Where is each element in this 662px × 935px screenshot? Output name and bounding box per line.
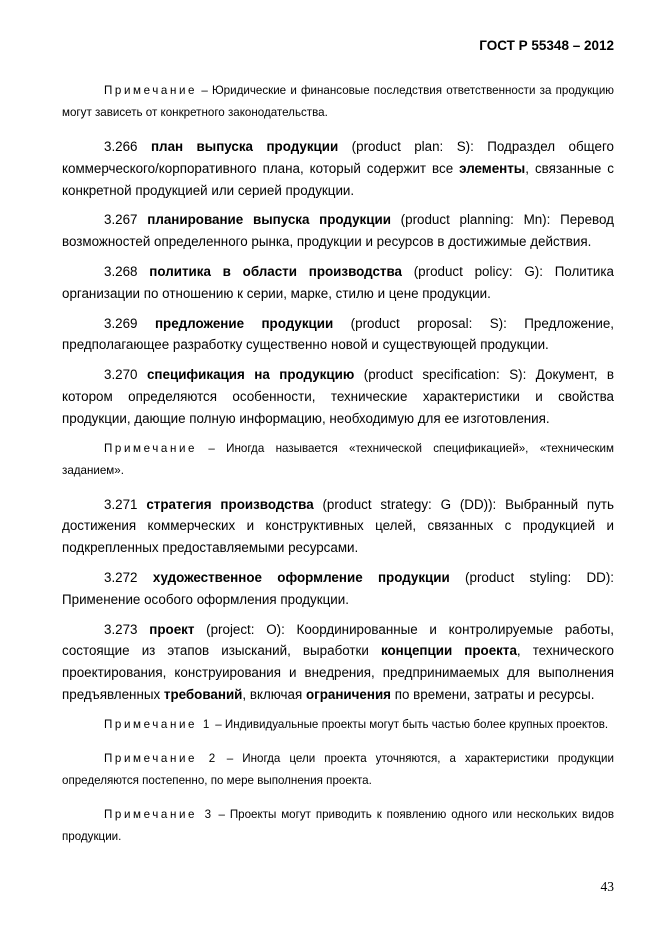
term-number: 3.268 [104,263,138,279]
term-name: художественное оформление продукции [152,569,450,585]
term-reference: требований [163,686,243,702]
term-number: 3.272 [104,569,138,585]
term-entry-3-271 [62,494,614,559]
note-text: – Иногда цели проекта уточняются, а характеристики продукции определяются постепенно, по мере выполнения проекта. [62,751,614,787]
page-number: 43 [600,879,614,894]
note-label: Примечание [104,84,198,97]
note-2 [62,748,614,792]
term-entry-3-272 [62,567,614,611]
term-number: 3.267 [104,212,138,228]
term-definition: (project: O): Координированные и контролируемые работы, состоящие из этапов изысканий, выработки [62,621,614,659]
note-1 [62,714,614,736]
term-entry-3-273 [62,619,614,706]
term-entry-3-270 [62,364,614,429]
term-entry-3-267 [62,209,614,253]
term-entry-3-268 [62,261,614,305]
note-text: – Иногда называется «технической спецификацией», «техническим заданием». [62,441,614,477]
term-entry-3-266 [62,136,614,201]
term-number: 3.273 [104,621,138,637]
note-text: – Индивидуальные проекты могут быть частью более крупных проектов. [211,717,609,731]
note-label: Примечание [104,441,198,455]
term-number: 3.270 [104,367,138,383]
term-definition: (product specification: S): Документ, в котором определяются особенности, технические характеристики и свойства продукции, дающие полную информацию, необходимую для ее изготовления. [62,367,614,426]
term-name: план выпуска продукции [150,139,339,154]
note-label: Примечание 3 [104,807,214,821]
note-3 [62,804,614,848]
page-content [62,80,614,860]
note [62,80,614,124]
term-definition: , технического проектирования, конструирования и внедрения, предпринимаемых для выполнения предъявленных [62,643,615,702]
term-definition: (product strategy: G (DD)): Выбранный путь достижения коммерческих и конструктивных целей, связанных с продукцией и подкрепленных предоставляемыми ресурсами. [62,496,614,556]
term-name: предложение продукции [154,315,334,331]
term-number: 3.266 [104,139,138,154]
term-name: проект [149,621,195,637]
note [62,438,614,482]
term-definition: , включая [242,686,306,702]
term-number: 3.269 [104,315,138,331]
note-label: Примечание 2 [104,751,218,765]
term-entry-3-269 [62,313,614,357]
term-name: политика в области производства [149,263,402,279]
term-reference: концепции проекта [380,643,517,659]
term-name: стратегия производства [146,496,314,512]
term-definition: по времени, затраты и ресурсы. [391,686,595,702]
term-name: спецификация на продукцию [146,367,355,383]
page-header: ГОСТ Р 55348 – 2012 [479,38,614,53]
term-definition: (product plan: S): Подраздел общего коммерческого/корпоративного плана, который содержит все [62,139,614,176]
term-definition: (product planning: Mn): Перевод возможностей определенного рынка, продукции и ресурсов в достижимые действия. [62,212,614,250]
term-reference: элементы [459,160,526,176]
note-text: – Проекты могут приводить к появлению одного или нескольких видов продукции. [62,807,614,843]
term-name: планирование выпуска продукции [147,212,391,228]
note-label: Примечание 1 [104,717,212,731]
term-reference: ограничения [305,686,391,702]
term-definition: , связанные с конкретной продукцией или серией продукции. [62,160,614,198]
term-number: 3.271 [104,496,138,512]
term-definition: (product proposal: S): Предложение, предполагающее разработку существенно новой и существующей продукции. [62,315,614,353]
note-text: – Юридические и финансовые последствия ответственности за продукцию могут зависеть от конкретного законодательства. [62,84,614,119]
term-definition: (product styling: DD): Применение особого оформления продукции. [62,569,614,607]
term-definition: (product policy: G): Политика организации по отношению к серии, марке, стилю и цене продукции. [62,263,614,301]
